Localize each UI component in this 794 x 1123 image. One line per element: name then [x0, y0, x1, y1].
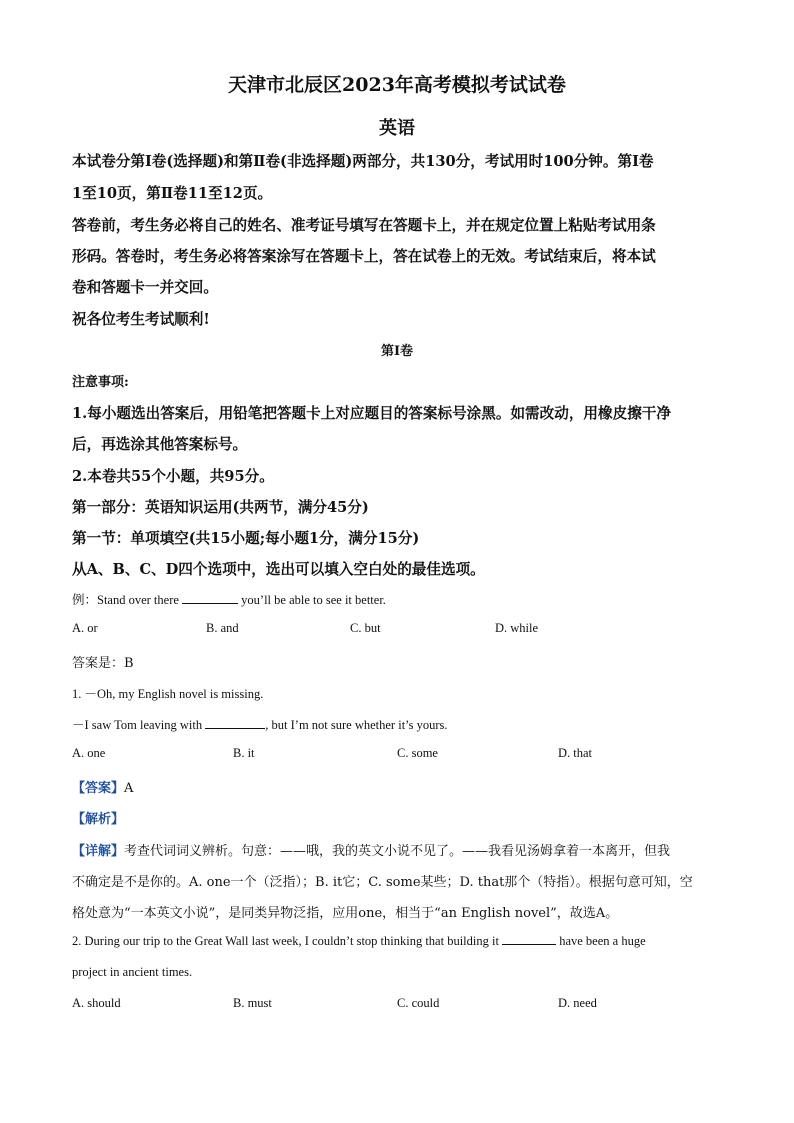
q1-answer-line: [72, 777, 133, 796]
intro-line-1: 本试卷分第Ⅰ卷(选择题)和第Ⅱ卷(非选择题)两部分，共130分，考试用时100分钟。第Ⅰ卷: [72, 153, 654, 170]
part-1-heading: 第一部分：英语知识运用(共两节，满分45分): [72, 499, 369, 516]
note-1-line-2: 后，再选涂其他答案标号。: [72, 436, 248, 453]
example-answer: 答案是：B: [72, 656, 134, 671]
q1-line-2-end: , but I’m not sure whether it’s yours.: [265, 718, 448, 732]
intro-line-4: 形码。答卷时，考生务必将答案涂写在答题卡上，答在试卷上的无效。考试结束后，将本试: [72, 248, 656, 265]
note-2: 2.本卷共55个小题，共95分。: [72, 468, 274, 485]
q1-option-b: B. it: [233, 746, 255, 760]
q2-line-1: [72, 933, 646, 949]
section-1-heading: 第一节：单项填空(共15小题;每小题1分，满分15分): [72, 530, 420, 547]
answer-tag: 【答案】: [72, 781, 125, 796]
q1-answer: A: [124, 781, 134, 796]
volume-heading: 第Ⅰ卷: [380, 344, 414, 359]
q1-option-a: A. one: [72, 746, 106, 760]
q2-option-a: A. should: [72, 996, 121, 1010]
intro-line-5: 卷和答题卡一并交回。: [72, 279, 218, 296]
q2-option-c: C. could: [397, 996, 440, 1010]
notes-heading: 注意事项:: [72, 375, 129, 390]
detail-tag: 【详解】: [72, 844, 125, 859]
q1-detail-1: 考查代词词义辨析。句意：——哦，我的英文小说不见了。——我看见汤姆拿着一本离开，但我: [124, 844, 671, 859]
example-stem-start: 例：Stand over there: [72, 593, 179, 607]
q1-option-d: D. that: [558, 746, 593, 760]
answer-blank: [502, 933, 556, 945]
example-option-d: D. while: [495, 621, 539, 635]
example-stem-end: you’ll be able to see it better.: [241, 593, 386, 607]
q1-detail-line-1: [72, 840, 670, 859]
q2-line-1-start: 2. During our trip to the Great Wall last week, I couldn’t stop thinking that building it: [72, 934, 499, 948]
q1-detail-line-2: 不确定是不是你的。A. one一个（泛指）；B. it它；C. some某些；D. that那个（特指）。根据句意可知，空: [72, 875, 693, 890]
q1-line-1: 1. －Oh, my English novel is missing.: [72, 687, 264, 701]
q2-line-2: project in ancient times.: [72, 965, 193, 979]
q1-analysis-line: [72, 808, 124, 827]
intro-line-6: 祝各位考生考试顺利!: [72, 311, 210, 328]
q1-line-2: [72, 715, 448, 733]
example-option-a: A. or: [72, 621, 98, 635]
intro-line-3: 答卷前，考生务必将自己的姓名、准考证号填写在答题卡上，并在规定位置上粘贴考试用条: [72, 217, 656, 234]
q1-line-2-start: －I saw Tom leaving with: [72, 718, 203, 732]
answer-blank: [182, 592, 238, 604]
instruction: 从A、B、C、D四个选项中，选出可以填入空白处的最佳选项。: [72, 561, 485, 578]
example-stem: [72, 590, 386, 608]
note-1-line-1: 1.每小题选出答案后，用铅笔把答题卡上对应题目的答案标号涂黑。如需改动，用橡皮擦干净: [72, 405, 671, 422]
q2-line-1-end: have been a huge: [559, 934, 646, 948]
analysis-tag: 【解析】: [72, 812, 125, 827]
q1-option-c: C. some: [397, 746, 438, 760]
exam-title: 天津市北辰区2023年高考模拟考试试卷: [228, 74, 566, 96]
answer-blank: [205, 717, 265, 729]
q2-option-b: B. must: [233, 996, 272, 1010]
intro-line-2: 1至10页，第Ⅱ卷11至12页。: [72, 185, 273, 202]
q2-option-d: D. need: [558, 996, 597, 1010]
subject-title: 英语: [379, 118, 415, 139]
q1-detail-line-3: 格处意为“一本英文小说”，是同类异物泛指，应用one，相当于“an English novel”，故选A。: [72, 906, 619, 921]
example-option-b: B. and: [206, 621, 239, 635]
example-option-c: C. but: [350, 621, 381, 635]
